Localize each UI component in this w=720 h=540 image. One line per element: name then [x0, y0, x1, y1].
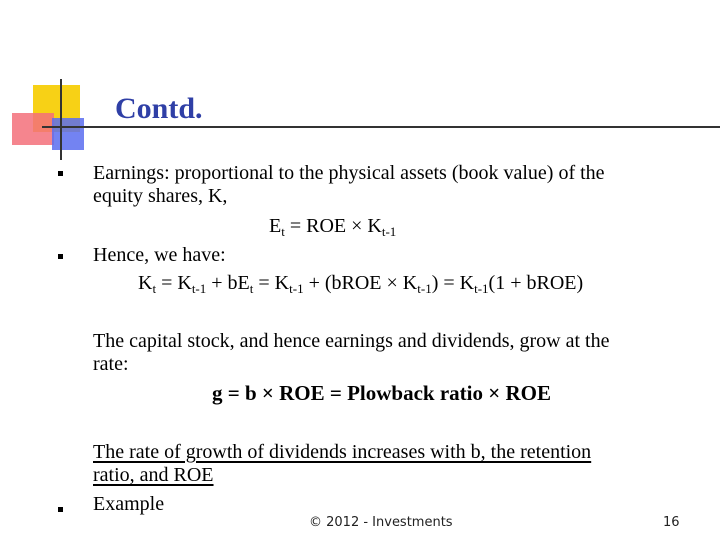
- hence-text: Hence, we have:: [93, 244, 226, 266]
- logo-red-square: [12, 113, 54, 145]
- example-text: Example: [93, 493, 165, 515]
- title-divider-line: [42, 126, 720, 128]
- bullet-marker: [58, 171, 63, 176]
- slide-title: Contd.: [115, 92, 203, 125]
- earnings-text-line2: equity shares, K,: [93, 185, 228, 207]
- capital-formula: $K_t = K_{t-1} + bE_t = K_{t-1}$ + (bROE × $K_{t-1}) = K_{t-1}(1$ + bROE): [138, 272, 584, 296]
- logo-blue-square: [52, 118, 84, 150]
- footer-copyright: © 2012 - Investments: [309, 515, 453, 530]
- bullet-marker: [58, 507, 63, 512]
- page-number: 16: [663, 515, 680, 530]
- retention-text-line1: The rate of growth of dividends increases with b, the retention: [93, 441, 592, 463]
- capital-text-line1: The capital stock, and hence earnings and dividends, grow at the: [93, 330, 610, 352]
- retention-text-line2: ratio, and ROE: [93, 464, 214, 486]
- earnings-text-line1: Earnings: proportional to the physical assets (book value) of the: [93, 162, 605, 184]
- growth-formula: g = b × ROE = Plowback ratio × ROE: [212, 381, 551, 405]
- logo-vertical-line: [60, 79, 62, 160]
- earnings-formula: $E_t$ = ROE × $K_{t-1}$: [269, 215, 397, 239]
- bullet-marker: [58, 254, 63, 259]
- capital-text-line2: rate:: [93, 353, 129, 375]
